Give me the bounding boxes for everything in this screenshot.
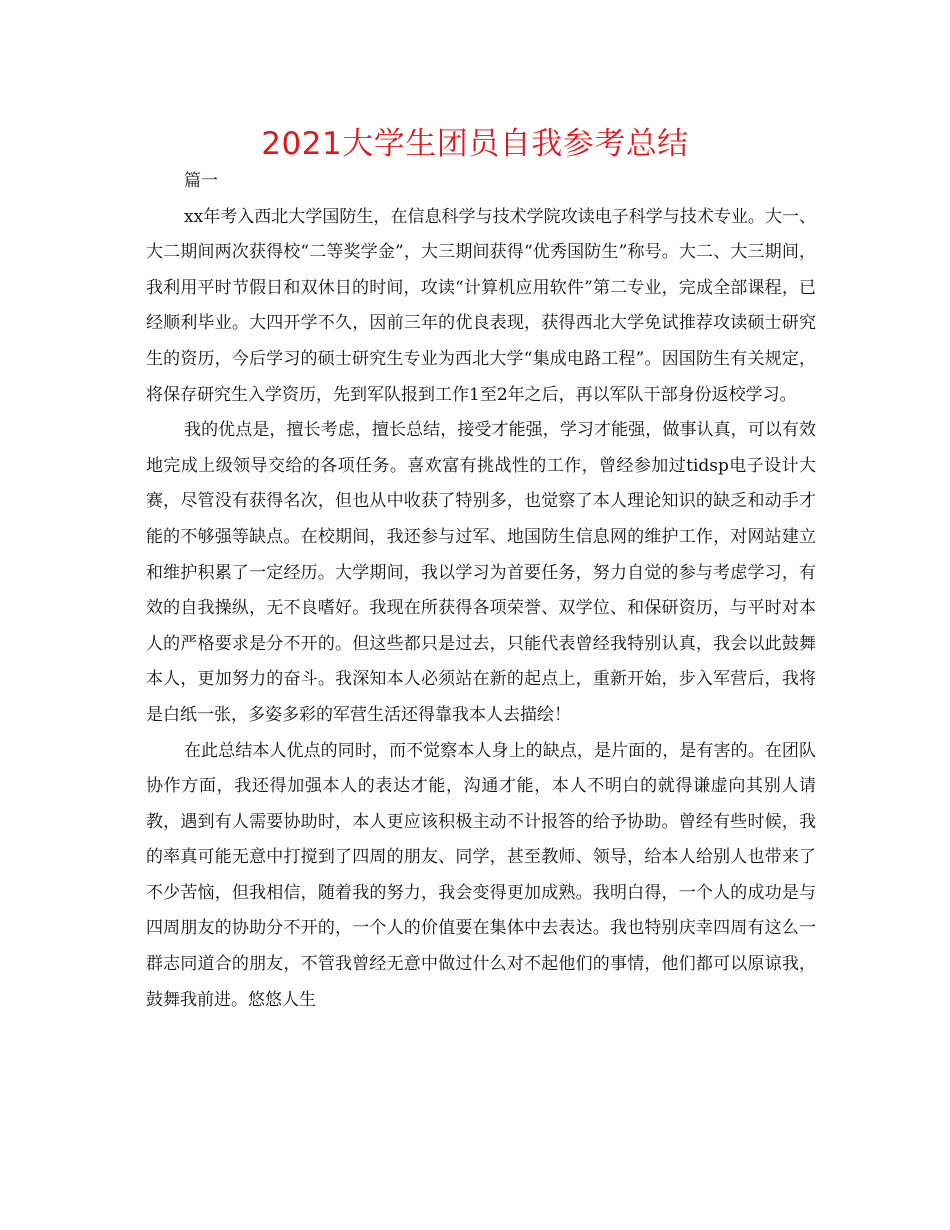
- document-title: 2021大学生团员自我参考总结: [261, 126, 689, 162]
- document-body: [146, 164, 816, 1018]
- paragraph-2: 我的优点是，擅长考虑，擅长总结，接受才能强，学习才能强，做事认真，可以有效地完成上级领导交给的各项任务。喜欢富有挑战性的工作，曾经参加过tidsp电子设计大赛，尽管没有获得名次，但也从中收获了特别多，也觉察了本人理论知识的缺乏和动手才能的不够强等缺点。在校期间，我还参与过军、地国防生信息网的维护工作，对网站建立和维护积累了一定经历。大学期间，我以学习为首要任务，努力自觉的参与考虑学习，有效的自我操纵，无不良嗜好。我现在所获得各项荣誉、双学位、和保研资历，与平时对本人的严格要求是分不开的。但这些都只是过去，只能代表曾经我特别认真，我会以此鼓舞本人，更加努力的奋斗。我深知本人必须站在新的起点上，重新开始，步入军营后，我将是白纸一张，多姿多彩的军营生活还得靠我本人去描绘！: [146, 420, 816, 725]
- paragraph-1: xx年考入西北大学国防生，在信息科学与技术学院攻读电子科学与技术专业。大一、大二期间两次获得校“二等奖学金”，大三期间获得“优秀国防生”称号。大二、大三期间，我利用平时节假日和双休日的时间，攻读“计算机应用软件”第二专业，完成全部课程，已经顺利毕业。大四开学不久，因前三年的优良表现，获得西北大学免试推荐攻读硕士研究生的资历，今后学习的硕士研究生专业为西北大学“集成电路工程”。因国防生有关规定，将保存研究生入学资历，先到军队报到工作1至2年之后，再以军队干部身份返校学习。: [146, 206, 816, 405]
- paragraph-3: 在此总结本人优点的同时，而不觉察本人身上的缺点，是片面的，是有害的。在团队协作方面，我还得加强本人的表达才能，沟通才能，本人不明白的就得谦虚向其别人请教，遇到有人需要协助时，本人更应该积极主动不计报答的给予协助。曾经有些时候，我的率真可能无意中打搅到了四周的朋友、同学，甚至教师、领导，给本人给别人也带来了不少苦恼，但我相信，随着我的努力，我会变得更加成熟。我明白得，一个人的成功是与四周朋友的协助分不开的，一个人的价值要在集体中去表达。我也特别庆幸四周有这么一群志同道合的朋友，不管我曾经无意中做过什么对不起他们的事情，他们都可以原谅我，鼓舞我前进。悠悠人生: [146, 740, 816, 1010]
- section-label: 篇一: [184, 171, 218, 191]
